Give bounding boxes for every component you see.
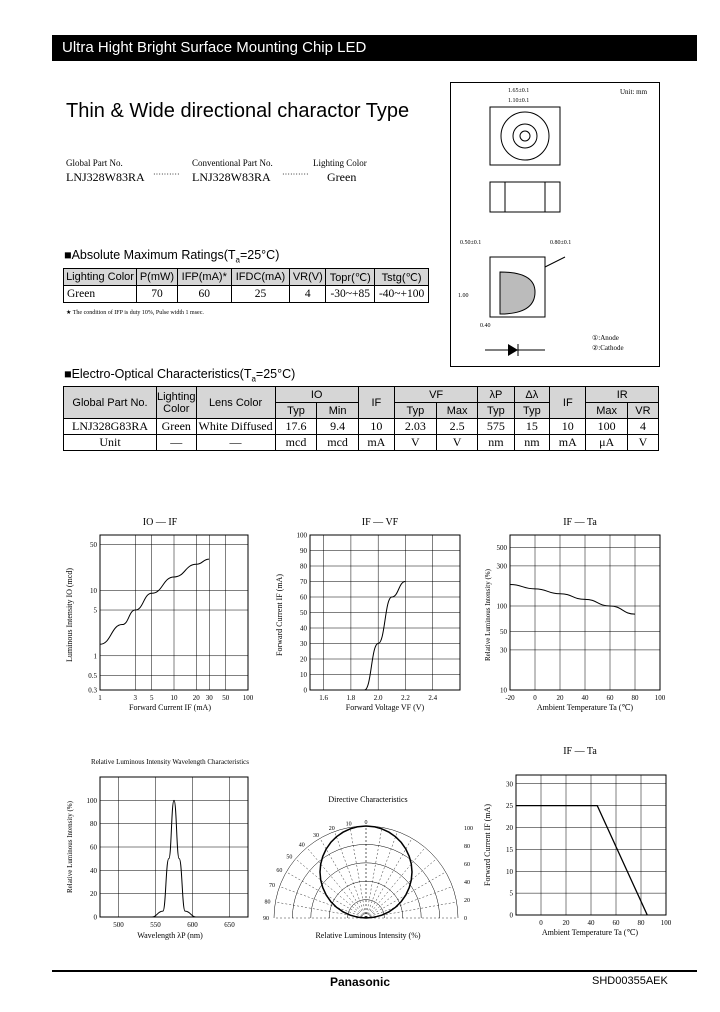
y-tick-label: 70: [300, 578, 307, 586]
lighting-color-value: Green: [327, 170, 357, 184]
y-tick-label: 20: [506, 824, 513, 832]
table-cell: 4: [290, 286, 326, 303]
table-cell: 15: [514, 419, 550, 435]
table-cell: 10: [358, 419, 394, 435]
table-cell: —: [157, 435, 197, 451]
dim-label: 1.10±0.1: [508, 98, 530, 104]
chart-title: IF — Ta: [563, 746, 597, 757]
conventional-part-value: LNJ328W83RA: [192, 170, 271, 184]
x-tick-label: 100: [654, 694, 666, 702]
dots: ··········: [153, 170, 180, 179]
chart-title: IF — VF: [361, 517, 399, 528]
abs-max-section-title: ■Absolute Maximum $Ratings(T_a=25^\circ C)$: [64, 248, 280, 265]
x-tick-label: 30: [205, 694, 213, 702]
table-header-cell: IO: [275, 387, 358, 403]
x-axis-label: Forward Voltage VF (V): [345, 703, 425, 712]
table-cell: 575: [478, 419, 514, 435]
abs-max-note: ★ The condition of IFP is duty 10%, Pulse width 1 msec.: [66, 310, 204, 316]
polar-grid: [263, 820, 473, 922]
x-axis-label: Wavelength λP (nm): [137, 931, 203, 940]
chart-io-if: [60, 510, 260, 725]
y-tick-label: 80: [300, 562, 307, 571]
table-cell: mA: [358, 435, 394, 451]
chart-title: IO — IF: [142, 517, 178, 528]
x-tick-label: 3: [133, 694, 138, 702]
y-tick-label: 60: [300, 593, 307, 602]
y-tick-label: 80: [90, 820, 97, 829]
table-header-cell: IF: [358, 387, 394, 419]
y-tick-label: 0: [303, 686, 307, 695]
x-tick-label: 1.6: [319, 694, 329, 702]
y-tick-label: 50: [90, 541, 97, 550]
x-tick-label: 80: [631, 694, 639, 702]
table-header-cell: Typ: [478, 403, 514, 419]
x-tick-label: 2.2: [401, 694, 410, 702]
page-title: Thin & Wide directional charactor Type: [66, 100, 410, 122]
y-tick-label: 30: [300, 640, 307, 648]
table-cell: 70: [137, 286, 178, 303]
angle-label: 70: [269, 883, 276, 890]
x-tick-label: 1.8: [346, 694, 356, 702]
data-curve: [100, 559, 209, 644]
chart-title: Directive Characteristics: [328, 795, 408, 804]
y-tick-label: 20: [90, 890, 97, 899]
table-cell: V: [394, 435, 436, 451]
table-cell: 17.6: [275, 419, 317, 435]
x-tick-label: 500: [113, 921, 124, 929]
data-curve: [516, 806, 647, 915]
angle-label: 40: [298, 842, 305, 849]
y-tick-label: 60: [90, 843, 97, 852]
y-tick-label: 30: [506, 780, 513, 789]
table-cell: -30~+85: [326, 286, 375, 303]
r-tick-label: 0: [464, 916, 467, 922]
y-tick-label: 300: [496, 562, 507, 571]
data-curve: [510, 585, 635, 615]
table-header-cell: Δλ: [514, 387, 550, 403]
table-header-cell: VF: [394, 387, 477, 403]
x-tick-label: 2.0: [373, 694, 383, 702]
table-cell: 60: [177, 286, 231, 303]
x-tick-label: 0: [539, 919, 543, 927]
diode-symbol: [508, 344, 518, 356]
y-axis-label: Forward Current IF (mA): [275, 574, 284, 656]
table-header-cell: P(mW): [137, 269, 178, 286]
dim-line: [545, 257, 565, 267]
y-tick-label: 50: [500, 627, 507, 636]
x-tick-label: 40: [587, 919, 595, 927]
x-tick-label: -20: [505, 694, 515, 702]
gridlines: [87, 777, 249, 929]
polar-spoke: [350, 827, 366, 918]
conventional-part-header: Conventional Part No.: [192, 158, 273, 168]
package-dimension-drawing: [450, 82, 660, 367]
footer-rule: [52, 970, 697, 972]
y-tick-label: 100: [496, 602, 507, 611]
document-number: SHD00355AEK: [592, 975, 668, 987]
table-cell: 25: [231, 286, 290, 303]
eo-section-title: ■Electro-Optical $Characteristics(T_a=25^\circ C)$: [64, 367, 296, 384]
chart-directive: [262, 790, 473, 945]
table-row: [64, 286, 429, 303]
table-header-cell: VR(V): [290, 269, 326, 286]
eo-table: [63, 386, 659, 451]
table-cell: mcd: [275, 435, 317, 451]
y-tick-label: 40: [90, 866, 97, 875]
y-tick-label: 10: [506, 867, 513, 876]
y-tick-label: 10: [300, 671, 307, 679]
polar-spoke: [366, 859, 436, 918]
chart-spectrum: [60, 752, 260, 947]
angle-label: 90: [263, 916, 269, 922]
y-axis-label: Relative Luminous Intensity (%): [66, 801, 74, 893]
table-header-cell: VR: [627, 403, 658, 419]
global-part-value: LNJ328W83RA: [66, 170, 145, 184]
table-cell: mA: [550, 435, 586, 451]
table-header-cell: Lighting Color: [157, 387, 197, 419]
x-axis-label: Relative Luminous Intensity (%): [315, 931, 421, 940]
y-tick-label: 0.3: [88, 686, 97, 695]
x-tick-label: 100: [660, 919, 672, 927]
x-tick-label: 1: [98, 694, 102, 702]
cathode-label: ②:Cathode: [592, 344, 624, 352]
brand-logo: Panasonic: [330, 975, 391, 989]
x-tick-label: 650: [224, 921, 235, 929]
table-cell: Green: [64, 286, 137, 303]
dim-label: 0.80±0.1: [550, 240, 572, 246]
y-tick-label: 0.5: [88, 671, 97, 680]
x-tick-label: 600: [187, 921, 198, 929]
y-tick-label: 90: [300, 547, 307, 555]
table-header-cell: IFDC(mA): [231, 269, 290, 286]
angle-label: 30: [313, 832, 319, 839]
r-tick-label: 40: [464, 879, 470, 886]
table-cell: Unit: [64, 435, 157, 451]
y-tick-label: 10: [500, 686, 507, 695]
table-cell: -40~+100: [375, 286, 429, 303]
table-cell: —: [196, 435, 275, 451]
gridlines: [88, 535, 254, 702]
gridlines: [506, 775, 672, 927]
chart-title: IF — Ta: [563, 517, 597, 528]
dim-label: 0.50±0.1: [460, 240, 482, 246]
y-tick-label: 15: [506, 845, 513, 854]
table-cell: nm: [478, 435, 514, 451]
y-axis-label: Luminous Intensity IO (mcd): [65, 568, 74, 662]
dim-label: 0.40: [480, 323, 491, 329]
document-banner: Ultra Hight Bright Surface Mounting Chip LED: [52, 35, 697, 61]
x-tick-label: 60: [606, 694, 614, 702]
x-axis-label: Forward Current IF (mA): [129, 703, 211, 712]
table-header-cell: Min: [317, 403, 358, 419]
x-axis-label: Ambient Temperature Ta (℃): [536, 703, 634, 712]
table-row: [64, 435, 659, 451]
table-header-cell: λP: [478, 387, 514, 403]
y-tick-label: 10: [90, 586, 97, 595]
table-header-cell: Max: [436, 403, 478, 419]
lens-outline: [501, 112, 549, 160]
table-cell: 9.4: [317, 419, 358, 435]
x-tick-label: 60: [612, 919, 620, 927]
lighting-color-header: Lighting Color: [313, 158, 367, 168]
table-header-row: [64, 387, 659, 403]
table-header-cell: Lighting Color: [64, 269, 137, 286]
dim-label: 1.00: [458, 293, 469, 299]
table-cell: mcd: [317, 435, 358, 451]
table-header-cell: Lens Color: [196, 387, 275, 419]
lens-inner: [513, 124, 537, 148]
abs-max-table: [63, 268, 429, 303]
table-header-cell: Topr(℃): [326, 269, 375, 286]
chart-title: Relative Luminous Intensity Wavelength Characteristics: [91, 758, 249, 766]
data-curve: [152, 800, 196, 917]
table-row: [64, 419, 659, 435]
angle-label: 60: [276, 868, 283, 874]
table-header-cell: Tstg(℃): [375, 269, 429, 286]
y-tick-label: 0: [93, 913, 97, 922]
y-tick-label: 40: [300, 624, 307, 633]
table-cell: LNJ328G83RA: [64, 419, 157, 435]
table-header-cell: Typ: [394, 403, 436, 419]
x-tick-label: 100: [242, 694, 254, 702]
x-tick-label: 50: [222, 694, 230, 702]
x-tick-label: 20: [556, 694, 564, 702]
global-part-header: Global Part No.: [66, 158, 123, 168]
package-side-view: [490, 182, 560, 212]
gridlines: [297, 532, 461, 703]
gridlines: [497, 535, 666, 702]
y-tick-label: 50: [300, 609, 307, 617]
table-cell: V: [436, 435, 478, 451]
x-axis-label: Ambient Temperature Ta (℃): [541, 928, 639, 937]
x-tick-label: 20: [192, 694, 200, 702]
chart-if-vf: [270, 510, 470, 725]
polar-spoke: [296, 859, 366, 918]
table-cell: nm: [514, 435, 550, 451]
table-cell: White Diffused: [196, 419, 275, 435]
y-axis-label: Relative Luminous Intensity (%): [484, 569, 492, 661]
x-tick-label: 80: [637, 919, 645, 927]
y-tick-label: 500: [496, 543, 507, 552]
chip: [520, 131, 530, 141]
y-tick-label: 5: [93, 606, 97, 615]
angle-label: 50: [286, 854, 293, 861]
table-cell: μA: [586, 435, 628, 451]
lens-section: [500, 272, 535, 314]
x-tick-label: 10: [170, 694, 178, 702]
table-header-cell: Global Part No.: [64, 387, 157, 419]
angle-label: 20: [328, 825, 335, 832]
dots: ··········: [282, 170, 309, 179]
table-cell: V: [627, 435, 658, 451]
table-header-cell: Typ: [275, 403, 317, 419]
y-tick-label: 20: [300, 655, 307, 664]
r-tick-label: 20: [464, 897, 470, 904]
table-cell: 4: [627, 419, 658, 435]
y-tick-label: 0: [509, 911, 513, 920]
anode-label: ①:Anode: [592, 334, 619, 342]
table-header-row: [64, 269, 429, 286]
table-cell: 2.5: [436, 419, 478, 435]
table-header-cell: IFP(mA)*: [177, 269, 231, 286]
table-header-cell: Typ: [514, 403, 550, 419]
y-tick-label: 100: [86, 796, 97, 805]
r-tick-label: 60: [464, 861, 470, 868]
chart-if-ta: [480, 510, 680, 725]
x-tick-label: 2.4: [428, 694, 438, 702]
table-cell: 10: [550, 419, 586, 435]
x-tick-label: 5: [149, 694, 154, 702]
x-tick-label: 20: [562, 919, 570, 927]
y-tick-label: 1: [93, 652, 97, 661]
x-tick-label: 0: [533, 694, 537, 702]
angle-label: 0: [364, 820, 368, 826]
angle-label: 80: [264, 899, 271, 906]
table-cell: Green: [157, 419, 197, 435]
y-tick-label: 5: [509, 889, 513, 898]
drawing-unit: Unit: mm: [620, 88, 648, 96]
table-header-cell: Max: [586, 403, 628, 419]
polar-spoke: [366, 827, 382, 918]
dim-label: 1.65±0.1: [508, 88, 530, 94]
y-tick-label: 25: [506, 802, 513, 811]
data-curve: [365, 582, 406, 691]
x-tick-label: 40: [581, 694, 589, 702]
y-tick-label: 30: [500, 646, 507, 655]
angle-label: 10: [345, 821, 352, 828]
x-tick-label: 550: [150, 921, 161, 929]
y-axis-label: Forward Current IF (mA): [483, 804, 492, 886]
table-cell: 100: [586, 419, 628, 435]
r-tick-label: 80: [464, 843, 470, 850]
table-header-cell: IR: [586, 387, 659, 403]
chart-if-ta-derating: [480, 740, 680, 945]
table-header-cell: IF: [550, 387, 586, 419]
y-tick-label: 100: [296, 531, 307, 540]
table-cell: 2.03: [394, 419, 436, 435]
r-tick-label: 100: [464, 825, 473, 832]
